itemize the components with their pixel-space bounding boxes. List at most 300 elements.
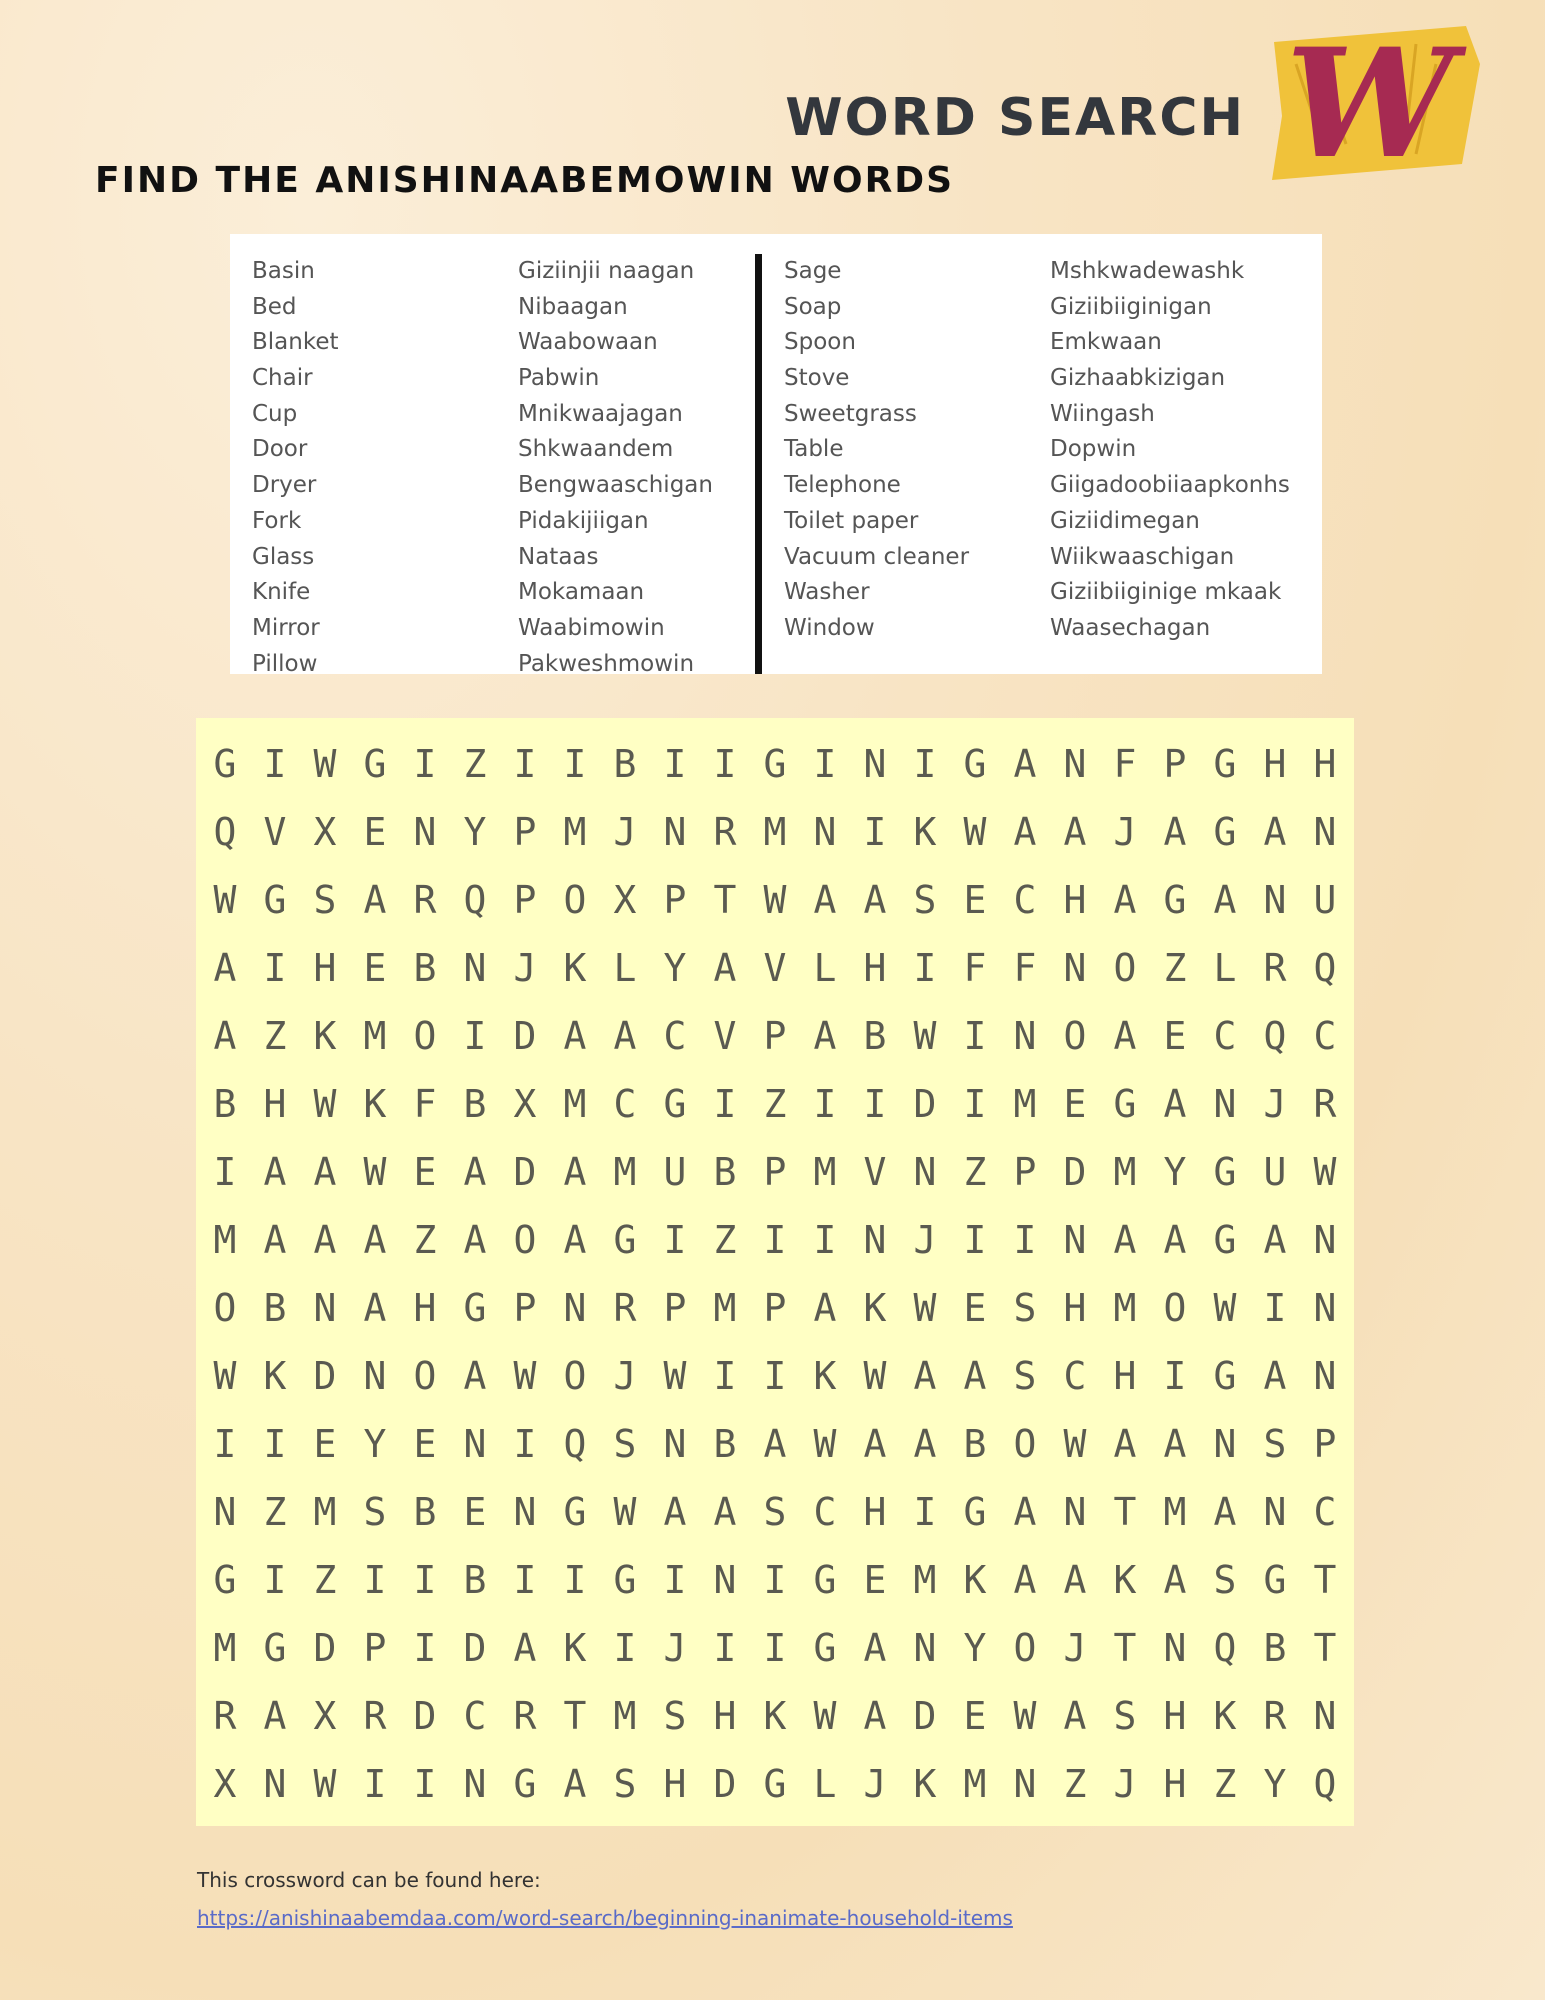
grid-letter[interactable]: G [263,878,287,922]
grid-letter[interactable]: A [563,1014,587,1058]
grid-letter[interactable]: R [513,1694,537,1738]
grid-letter[interactable]: E [1163,1014,1187,1058]
grid-letter[interactable]: T [1113,1626,1137,1670]
grid-letter[interactable]: I [963,1218,987,1262]
grid-letter[interactable]: A [1263,1218,1287,1262]
grid-letter[interactable]: H [413,1286,437,1330]
grid-letter[interactable]: K [1213,1694,1237,1738]
grid-letter[interactable]: A [863,1422,887,1466]
grid-letter[interactable]: E [963,1694,987,1738]
grid-letter[interactable]: Z [263,1014,287,1058]
grid-letter[interactable]: N [863,742,887,786]
grid-letter[interactable]: I [763,1218,787,1262]
grid-letter[interactable]: L [813,1762,837,1806]
grid-letter[interactable]: N [563,1286,587,1330]
grid-letter[interactable]: A [1063,1694,1087,1738]
grid-letter[interactable]: N [313,1286,337,1330]
grid-letter[interactable]: U [663,1150,687,1194]
grid-letter[interactable]: X [313,1694,337,1738]
grid-letter[interactable]: A [563,1150,587,1194]
grid-letter[interactable]: A [1113,878,1137,922]
grid-letter[interactable]: E [413,1150,437,1194]
grid-letter[interactable]: N [213,1490,237,1534]
grid-letter[interactable]: H [1163,1694,1187,1738]
grid-letter[interactable]: K [263,1354,287,1398]
grid-letter[interactable]: N [463,1762,487,1806]
grid-letter[interactable]: I [913,1490,937,1534]
grid-letter[interactable]: F [1013,946,1037,990]
grid-letter[interactable]: C [463,1694,487,1738]
grid-letter[interactable]: S [363,1490,387,1534]
grid-letter[interactable]: A [1013,1558,1037,1602]
grid-letter[interactable]: E [363,810,387,854]
grid-letter[interactable]: B [713,1422,737,1466]
grid-letter[interactable]: I [963,1082,987,1126]
grid-letter[interactable]: K [963,1558,987,1602]
grid-letter[interactable]: W [913,1286,937,1330]
grid-letter[interactable]: H [1063,1286,1087,1330]
grid-letter[interactable]: M [213,1626,237,1670]
grid-letter[interactable]: O [213,1286,237,1330]
grid-letter[interactable]: C [813,1490,837,1534]
grid-letter[interactable]: G [813,1626,837,1670]
grid-letter[interactable]: G [1263,1558,1287,1602]
grid-letter[interactable]: K [563,1626,587,1670]
grid-letter[interactable]: I [963,1014,987,1058]
grid-letter[interactable]: N [863,1218,887,1262]
grid-letter[interactable]: I [413,742,437,786]
grid-letter[interactable]: R [1263,1694,1287,1738]
grid-letter[interactable]: R [413,878,437,922]
grid-letter[interactable]: Y [463,810,487,854]
grid-letter[interactable]: H [1063,878,1087,922]
grid-letter[interactable]: I [413,1626,437,1670]
grid-letter[interactable]: M [563,810,587,854]
grid-letter[interactable]: I [1163,1354,1187,1398]
grid-letter[interactable]: I [1013,1218,1037,1262]
grid-letter[interactable]: O [413,1354,437,1398]
grid-letter[interactable]: H [263,1082,287,1126]
grid-letter[interactable]: A [1163,1218,1187,1262]
grid-letter[interactable]: N [1313,810,1337,854]
grid-letter[interactable]: N [663,810,687,854]
grid-letter[interactable]: N [913,1626,937,1670]
grid-letter[interactable]: G [513,1762,537,1806]
grid-letter[interactable]: O [1063,1014,1087,1058]
grid-letter[interactable]: A [1013,742,1037,786]
grid-letter[interactable]: Z [1213,1762,1237,1806]
grid-letter[interactable]: X [213,1762,237,1806]
grid-letter[interactable]: K [1113,1558,1137,1602]
grid-letter[interactable]: G [1213,1354,1237,1398]
grid-letter[interactable]: W [663,1354,687,1398]
grid-letter[interactable]: Q [1313,1762,1337,1806]
grid-letter[interactable]: I [713,1082,737,1126]
grid-letter[interactable]: I [863,810,887,854]
grid-letter[interactable]: G [263,1626,287,1670]
grid-letter[interactable]: K [813,1354,837,1398]
grid-letter[interactable]: X [613,878,637,922]
grid-letter[interactable]: N [1213,1422,1237,1466]
grid-letter[interactable]: T [1313,1558,1337,1602]
grid-letter[interactable]: J [863,1762,887,1806]
grid-letter[interactable]: A [1263,810,1287,854]
grid-letter[interactable]: N [1213,1082,1237,1126]
grid-letter[interactable]: N [463,1422,487,1466]
grid-letter[interactable]: E [463,1490,487,1534]
grid-letter[interactable]: K [913,1762,937,1806]
grid-letter[interactable]: A [713,1490,737,1534]
grid-letter[interactable]: D [513,1014,537,1058]
grid-letter[interactable]: A [1163,810,1187,854]
grid-letter[interactable]: A [663,1490,687,1534]
grid-letter[interactable]: M [1013,1082,1037,1126]
grid-letter[interactable]: A [563,1762,587,1806]
grid-letter[interactable]: H [663,1762,687,1806]
grid-letter[interactable]: N [1063,1490,1087,1534]
grid-letter[interactable]: I [663,1558,687,1602]
grid-letter[interactable]: P [363,1626,387,1670]
grid-letter[interactable]: T [563,1694,587,1738]
grid-letter[interactable]: I [763,1354,787,1398]
grid-letter[interactable]: A [363,1218,387,1262]
grid-letter[interactable]: G [363,742,387,786]
grid-letter[interactable]: W [613,1490,637,1534]
grid-letter[interactable]: G [1213,1150,1237,1194]
grid-letter[interactable]: I [663,1218,687,1262]
grid-letter[interactable]: A [363,878,387,922]
grid-letter[interactable]: Z [763,1082,787,1126]
grid-letter[interactable]: D [913,1694,937,1738]
grid-letter[interactable]: N [663,1422,687,1466]
grid-letter[interactable]: C [663,1014,687,1058]
grid-letter[interactable]: C [1213,1014,1237,1058]
grid-letter[interactable]: N [1013,1762,1037,1806]
grid-letter[interactable]: I [263,1422,287,1466]
grid-letter[interactable]: G [763,1762,787,1806]
grid-letter[interactable]: N [513,1490,537,1534]
grid-letter[interactable]: M [613,1694,637,1738]
grid-letter[interactable]: P [663,878,687,922]
grid-letter[interactable]: B [1263,1626,1287,1670]
grid-letter[interactable]: D [313,1354,337,1398]
grid-letter[interactable]: A [463,1218,487,1262]
grid-letter[interactable]: C [613,1082,637,1126]
grid-letter[interactable]: M [1113,1286,1137,1330]
grid-letter[interactable]: O [563,878,587,922]
grid-letter[interactable]: W [1213,1286,1237,1330]
grid-letter[interactable]: M [213,1218,237,1262]
grid-letter[interactable]: O [513,1218,537,1262]
grid-letter[interactable]: A [863,878,887,922]
grid-letter[interactable]: K [863,1286,887,1330]
grid-letter[interactable]: P [513,878,537,922]
grid-letter[interactable]: Q [1213,1626,1237,1670]
grid-letter[interactable]: N [1313,1218,1337,1262]
grid-letter[interactable]: A [813,878,837,922]
grid-letter[interactable]: A [813,1286,837,1330]
grid-letter[interactable]: E [313,1422,337,1466]
grid-letter[interactable]: I [863,1082,887,1126]
grid-letter[interactable]: A [213,946,237,990]
grid-letter[interactable]: W [313,742,337,786]
grid-letter[interactable]: G [963,1490,987,1534]
grid-letter[interactable]: W [363,1150,387,1194]
grid-letter[interactable]: A [463,1354,487,1398]
grid-letter[interactable]: Y [1263,1762,1287,1806]
grid-letter[interactable]: X [313,810,337,854]
grid-letter[interactable]: I [813,1218,837,1262]
grid-letter[interactable]: N [1063,742,1087,786]
grid-letter[interactable]: M [763,810,787,854]
grid-letter[interactable]: B [263,1286,287,1330]
grid-letter[interactable]: C [1013,878,1037,922]
grid-letter[interactable]: I [763,1626,787,1670]
grid-letter[interactable]: W [813,1694,837,1738]
grid-letter[interactable]: N [913,1150,937,1194]
grid-letter[interactable]: N [363,1354,387,1398]
grid-letter[interactable]: A [563,1218,587,1262]
grid-letter[interactable]: A [313,1150,337,1194]
grid-letter[interactable]: S [663,1694,687,1738]
grid-letter[interactable]: H [1113,1354,1137,1398]
grid-letter[interactable]: Y [663,946,687,990]
grid-letter[interactable]: D [413,1694,437,1738]
grid-letter[interactable]: K [363,1082,387,1126]
grid-letter[interactable]: W [1013,1694,1037,1738]
grid-letter[interactable]: E [963,878,987,922]
grid-letter[interactable]: I [213,1150,237,1194]
grid-letter[interactable]: J [1113,810,1137,854]
grid-letter[interactable]: W [213,878,237,922]
grid-letter[interactable]: I [763,1558,787,1602]
grid-letter[interactable]: L [1213,946,1237,990]
grid-letter[interactable]: H [863,946,887,990]
grid-letter[interactable]: A [913,1354,937,1398]
grid-letter[interactable]: Q [213,810,237,854]
grid-letter[interactable]: K [913,810,937,854]
grid-letter[interactable]: P [513,810,537,854]
grid-letter[interactable]: A [1113,1014,1137,1058]
grid-letter[interactable]: P [1313,1422,1337,1466]
grid-letter[interactable]: A [763,1422,787,1466]
grid-letter[interactable]: A [213,1014,237,1058]
grid-letter[interactable]: P [513,1286,537,1330]
grid-letter[interactable]: M [713,1286,737,1330]
grid-letter[interactable]: B [413,1490,437,1534]
grid-letter[interactable]: E [413,1422,437,1466]
grid-letter[interactable]: W [913,1014,937,1058]
grid-letter[interactable]: I [663,742,687,786]
grid-letter[interactable]: H [1163,1762,1187,1806]
grid-letter[interactable]: R [1313,1082,1337,1126]
grid-letter[interactable]: A [1163,1558,1187,1602]
grid-letter[interactable]: G [463,1286,487,1330]
grid-letter[interactable]: E [1063,1082,1087,1126]
grid-letter[interactable]: I [713,742,737,786]
grid-letter[interactable]: S [1013,1286,1037,1330]
grid-letter[interactable]: B [613,742,637,786]
grid-letter[interactable]: B [463,1558,487,1602]
grid-letter[interactable]: A [1213,1490,1237,1534]
grid-letter[interactable]: E [863,1558,887,1602]
grid-letter[interactable]: G [613,1218,637,1262]
grid-letter[interactable]: I [413,1558,437,1602]
grid-letter[interactable]: O [1113,946,1137,990]
grid-letter[interactable]: N [1063,946,1087,990]
grid-letter[interactable]: P [663,1286,687,1330]
grid-letter[interactable]: R [713,810,737,854]
grid-letter[interactable]: J [513,946,537,990]
grid-letter[interactable]: A [1163,1082,1187,1126]
grid-letter[interactable]: Q [1263,1014,1287,1058]
grid-letter[interactable]: A [513,1626,537,1670]
grid-letter[interactable]: G [1113,1082,1137,1126]
grid-letter[interactable]: A [813,1014,837,1058]
grid-letter[interactable]: A [1063,1558,1087,1602]
grid-letter[interactable]: Z [413,1218,437,1262]
grid-letter[interactable]: M [1113,1150,1137,1194]
grid-letter[interactable]: G [1213,1218,1237,1262]
grid-letter[interactable]: F [413,1082,437,1126]
grid-letter[interactable]: A [963,1354,987,1398]
grid-letter[interactable]: C [1063,1354,1087,1398]
grid-letter[interactable]: A [263,1218,287,1262]
grid-letter[interactable]: W [313,1082,337,1126]
grid-letter[interactable]: I [263,742,287,786]
grid-letter[interactable]: W [1063,1422,1087,1466]
grid-letter[interactable]: A [1063,810,1087,854]
grid-letter[interactable]: W [513,1354,537,1398]
grid-letter[interactable]: C [1313,1014,1337,1058]
grid-letter[interactable]: Y [963,1626,987,1670]
grid-letter[interactable]: N [1313,1694,1337,1738]
grid-letter[interactable]: H [313,946,337,990]
grid-letter[interactable]: N [713,1558,737,1602]
grid-letter[interactable]: Z [463,742,487,786]
grid-letter[interactable]: S [1113,1694,1137,1738]
grid-letter[interactable]: M [1163,1490,1187,1534]
grid-letter[interactable]: P [1163,742,1187,786]
grid-letter[interactable]: I [263,946,287,990]
grid-letter[interactable]: A [1013,1490,1037,1534]
grid-letter[interactable]: F [963,946,987,990]
grid-letter[interactable]: I [413,1762,437,1806]
grid-letter[interactable]: M [913,1558,937,1602]
grid-letter[interactable]: W [813,1422,837,1466]
grid-letter[interactable]: M [613,1150,637,1194]
grid-letter[interactable]: I [363,1558,387,1602]
grid-letter[interactable]: R [363,1694,387,1738]
grid-letter[interactable]: S [763,1490,787,1534]
grid-letter[interactable]: G [213,742,237,786]
grid-letter[interactable]: G [213,1558,237,1602]
grid-letter[interactable]: G [1213,742,1237,786]
grid-letter[interactable]: S [1213,1558,1237,1602]
grid-letter[interactable]: Z [1063,1762,1087,1806]
grid-letter[interactable]: D [713,1762,737,1806]
grid-letter[interactable]: A [1113,1422,1137,1466]
grid-letter[interactable]: S [1263,1422,1287,1466]
grid-letter[interactable]: H [713,1694,737,1738]
grid-letter[interactable]: R [213,1694,237,1738]
grid-letter[interactable]: K [313,1014,337,1058]
grid-letter[interactable]: R [613,1286,637,1330]
grid-letter[interactable]: Z [713,1218,737,1262]
grid-letter[interactable]: O [1013,1422,1037,1466]
grid-letter[interactable]: A [1263,1354,1287,1398]
grid-letter[interactable]: N [1163,1626,1187,1670]
grid-letter[interactable]: V [263,810,287,854]
grid-letter[interactable]: U [1263,1150,1287,1194]
grid-letter[interactable]: I [563,1558,587,1602]
grid-letter[interactable]: O [1163,1286,1187,1330]
grid-letter[interactable]: A [1213,878,1237,922]
grid-letter[interactable]: I [813,742,837,786]
grid-letter[interactable]: W [1313,1150,1337,1194]
grid-letter[interactable]: I [913,946,937,990]
grid-letter[interactable]: N [413,810,437,854]
source-link[interactable]: https://anishinaabemdaa.com/word-search/beginning-inanimate-household-items [197,1906,1013,1930]
grid-letter[interactable]: I [813,1082,837,1126]
grid-letter[interactable]: I [1263,1286,1287,1330]
grid-letter[interactable]: D [1063,1150,1087,1194]
grid-letter[interactable]: J [613,810,637,854]
grid-letter[interactable]: A [463,1150,487,1194]
grid-letter[interactable]: I [263,1558,287,1602]
grid-letter[interactable]: P [763,1286,787,1330]
grid-letter[interactable]: J [663,1626,687,1670]
grid-letter[interactable]: Q [463,878,487,922]
grid-letter[interactable]: A [263,1150,287,1194]
grid-letter[interactable]: N [813,810,837,854]
grid-letter[interactable]: V [763,946,787,990]
grid-letter[interactable]: D [463,1626,487,1670]
grid-letter[interactable]: Y [363,1422,387,1466]
grid-letter[interactable]: R [1263,946,1287,990]
grid-letter[interactable]: G [763,742,787,786]
grid-letter[interactable]: L [813,946,837,990]
grid-letter[interactable]: E [963,1286,987,1330]
grid-letter[interactable]: W [213,1354,237,1398]
grid-letter[interactable]: B [963,1422,987,1466]
grid-letter[interactable]: O [413,1014,437,1058]
grid-letter[interactable]: G [963,742,987,786]
grid-letter[interactable]: Z [963,1150,987,1194]
grid-letter[interactable]: A [713,946,737,990]
grid-letter[interactable]: I [513,1558,537,1602]
grid-letter[interactable]: F [1113,742,1137,786]
grid-letter[interactable]: Z [313,1558,337,1602]
grid-letter[interactable]: P [763,1014,787,1058]
grid-letter[interactable]: M [313,1490,337,1534]
grid-letter[interactable]: T [1113,1490,1137,1534]
grid-letter[interactable]: J [613,1354,637,1398]
grid-letter[interactable]: M [563,1082,587,1126]
grid-letter[interactable]: M [813,1150,837,1194]
grid-letter[interactable]: W [963,810,987,854]
grid-letter[interactable]: A [1013,810,1037,854]
grid-letter[interactable]: N [1263,1490,1287,1534]
grid-letter[interactable]: V [713,1014,737,1058]
grid-letter[interactable]: W [763,878,787,922]
grid-letter[interactable]: Q [563,1422,587,1466]
grid-letter[interactable]: U [1313,878,1337,922]
grid-letter[interactable]: I [713,1354,737,1398]
grid-letter[interactable]: C [1313,1490,1337,1534]
grid-letter[interactable]: G [613,1558,637,1602]
grid-letter[interactable]: D [913,1082,937,1126]
